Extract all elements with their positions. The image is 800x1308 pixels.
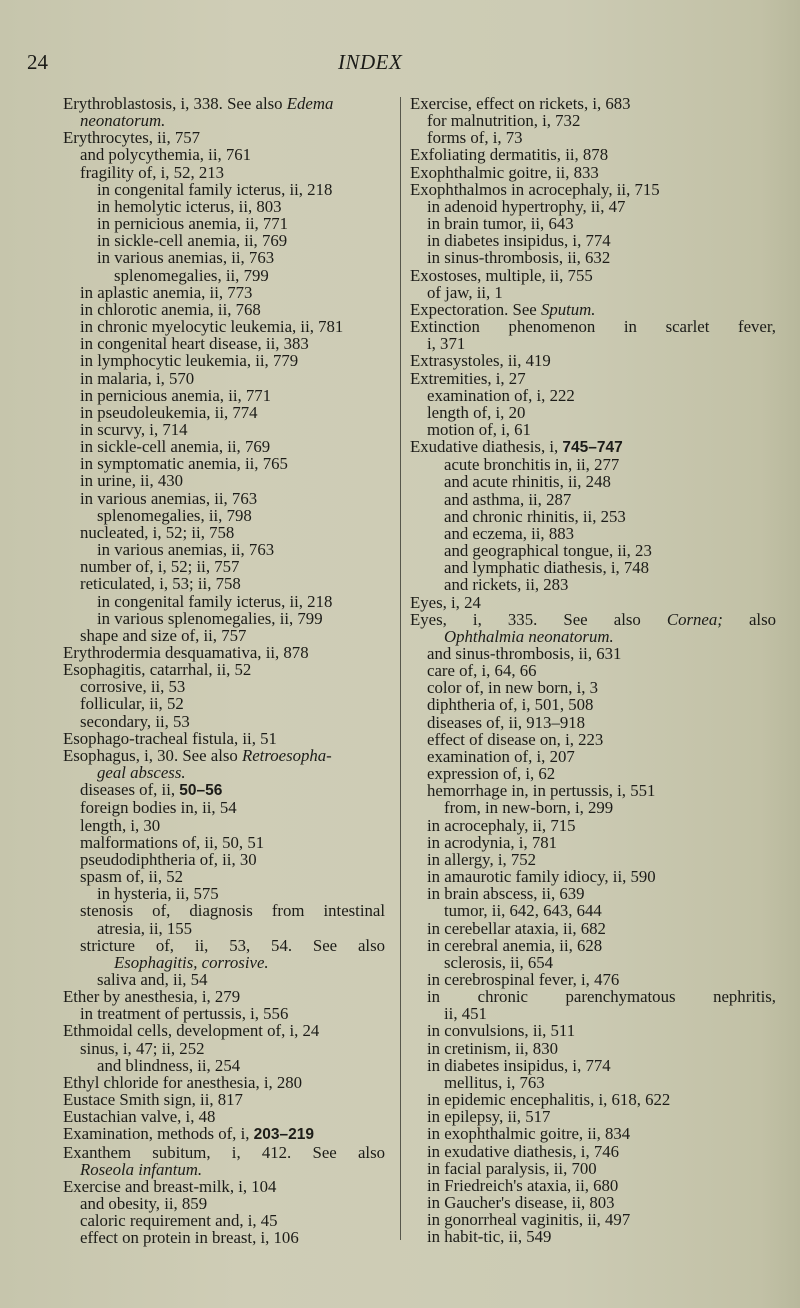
index-subentry (63, 1057, 385, 1074)
index-subentry (63, 834, 385, 851)
entry-text: Ether by anesthesia, i, 279 (63, 987, 241, 1007)
entry-text: and chronic rhinitis, ii, 253 (444, 506, 626, 526)
entry-text: in sickle-cell anemia, ii, 769 (97, 231, 288, 251)
index-entry (63, 988, 385, 1005)
index-subentry (63, 593, 385, 610)
index-subentry (63, 507, 385, 524)
entry-text: in cretinism, ii, 830 (427, 1038, 558, 1058)
index-subentry (410, 473, 776, 490)
entry-text: Expectoration. See (410, 299, 541, 319)
index-subentry (410, 1057, 776, 1074)
index-subentry (410, 1074, 776, 1091)
index-entry (63, 730, 385, 747)
index-entry (63, 1091, 385, 1108)
bold-page-ref: 745–747 (562, 439, 623, 457)
index-subentry (410, 782, 776, 799)
entry-text: in cerebral anemia, ii, 628 (427, 935, 603, 955)
entry-text: Exercise and breast-milk, i, 104 (63, 1176, 277, 1196)
index-entry (410, 611, 776, 628)
index-subentry (63, 575, 385, 592)
index-subentry (410, 1091, 776, 1108)
entry-text: Examination, methods of, i, (63, 1124, 254, 1144)
index-entry (410, 164, 776, 181)
entry-text: foreign bodies in, ii, 54 (80, 798, 237, 818)
entry-text: from, in new-born, i, 299 (444, 798, 614, 818)
index-subentry (410, 885, 776, 902)
index-subentry (410, 834, 776, 851)
index-subentry (63, 267, 385, 284)
index-subentry (410, 335, 776, 352)
index-column-left (63, 95, 385, 1246)
entry-text: in chronic parenchymatous nephritis, (427, 987, 776, 1007)
index-subentry (410, 731, 776, 748)
entry-text: in acrodynia, i, 781 (427, 832, 558, 852)
index-entry (410, 181, 776, 198)
index-subentry (410, 1108, 776, 1125)
index-entry (410, 95, 776, 112)
entry-text: expression of, i, 62 (427, 764, 556, 784)
index-subentry (63, 455, 385, 472)
entry-text: Erythrodermia desquamativa, ii, 878 (63, 643, 309, 662)
index-subentry (410, 1194, 776, 1211)
entry-text: Esophago-tracheal fistula, ii, 51 (63, 728, 277, 748)
index-subentry (63, 678, 385, 695)
entry-text: ii, 451 (444, 1004, 487, 1024)
entry-text: care of, i, 64, 66 (427, 661, 537, 681)
entry-text: in various splenomegalies, ii, 799 (97, 608, 323, 628)
index-column-right (410, 95, 776, 1245)
entry-text: Exophthalmos in acrocephaly, ii, 715 (410, 179, 660, 199)
index-subentry (63, 421, 385, 438)
italic-cross-ref: Retroesopha- (241, 745, 332, 765)
entry-text: motion of, i, 61 (427, 419, 531, 439)
entry-text: stenosis of, diagnosis from intestinal (80, 901, 385, 921)
index-subentry (410, 284, 776, 301)
index-subentry (63, 387, 385, 404)
entry-text: tumor, ii, 642, 643, 644 (444, 901, 602, 921)
entry-text: malformations of, ii, 50, 51 (80, 832, 265, 852)
index-subentry (63, 370, 385, 387)
index-subentry (63, 1195, 385, 1212)
index-subentry (410, 679, 776, 696)
index-subentry (410, 1228, 776, 1245)
entry-text: hemorrhage in, in pertussis, i, 551 (427, 781, 656, 801)
entry-text: length, i, 30 (80, 815, 161, 835)
entry-text: caloric requirement and, i, 45 (80, 1211, 278, 1231)
italic-cross-ref: Cornea; (666, 609, 723, 629)
entry-text: effect on protein in breast, i, 106 (80, 1228, 299, 1248)
entry-text: diseases of, ii, (80, 780, 180, 800)
index-subentry (63, 181, 385, 198)
entry-text: mellitus, i, 763 (444, 1072, 545, 1092)
index-entry (410, 318, 776, 335)
index-subentry (410, 817, 776, 834)
entry-text: in congenital family icterus, ii, 218 (97, 179, 333, 199)
index-subentry (410, 748, 776, 765)
index-subentry (63, 438, 385, 455)
index-entry (63, 644, 385, 661)
entry-text: in pseudoleukemia, ii, 774 (80, 402, 258, 422)
entry-text: for malnutrition, i, 732 (427, 111, 581, 131)
entry-text: in hemolytic icterus, ii, 803 (97, 196, 282, 216)
index-subentry (410, 198, 776, 215)
entry-text: length of, i, 20 (427, 402, 526, 422)
index-subentry (63, 146, 385, 163)
entry-text: corrosive, ii, 53 (80, 677, 186, 697)
entry-text: and obesity, ii, 859 (80, 1194, 208, 1213)
entry-text: reticulated, i, 53; ii, 758 (80, 574, 241, 594)
index-subentry (410, 1211, 776, 1228)
entry-text: in facial paralysis, ii, 700 (427, 1158, 597, 1178)
entry-text: in chlorotic anemia, ii, 768 (80, 299, 261, 319)
entry-text: in pernicious anemia, ii, 771 (97, 214, 289, 234)
entry-text: in epidemic encephalitis, i, 618, 622 (427, 1090, 671, 1110)
entry-text: in brain abscess, ii, 639 (427, 884, 585, 904)
index-subentry (63, 937, 385, 954)
entry-text: in Gaucher's disease, ii, 803 (427, 1193, 615, 1212)
index-subentry (410, 112, 776, 129)
index-subentry (63, 284, 385, 301)
entry-text: fragility of, i, 52, 213 (80, 162, 225, 182)
index-entry (63, 1074, 385, 1091)
index-subentry (410, 1005, 776, 1022)
index-subentry (63, 781, 385, 799)
entry-text: in adenoid hypertrophy, ii, 47 (427, 196, 626, 216)
index-entry (63, 129, 385, 146)
index-subentry (63, 490, 385, 507)
index-subentry (63, 164, 385, 181)
entry-text: Ethmoidal cells, development of, i, 24 (63, 1021, 320, 1041)
entry-text: also (722, 609, 776, 629)
index-entry (63, 1022, 385, 1039)
index-subentry (410, 920, 776, 937)
entry-text: in malaria, i, 570 (80, 368, 195, 388)
entry-text: Esophagus, i, 30. See also (63, 745, 242, 765)
index-subentry (410, 868, 776, 885)
index-subentry (410, 1143, 776, 1160)
entry-text: Extinction phenomenon in scarlet fever, (410, 317, 776, 337)
entry-text: effect of disease on, i, 223 (427, 729, 604, 749)
index-subentry (410, 765, 776, 782)
index-subentry (63, 817, 385, 834)
entry-text: in scurvy, i, 714 (80, 419, 188, 439)
entry-text: Eyes, i, 335. See also (410, 609, 667, 629)
index-entry (410, 594, 776, 611)
index-subentry (63, 971, 385, 988)
entry-text: splenomegalies, ii, 799 (114, 265, 269, 285)
index-subentry (63, 920, 385, 937)
index-subentry (410, 525, 776, 542)
index-subentry (63, 249, 385, 266)
entry-text: saliva and, ii, 54 (97, 969, 208, 989)
index-subentry (63, 541, 385, 558)
entry-text: Extrasystoles, ii, 419 (410, 351, 551, 371)
index-subentry (63, 472, 385, 489)
entry-text: Extremities, i, 27 (410, 368, 526, 388)
index-subentry (63, 1005, 385, 1022)
index-entry (410, 370, 776, 387)
italic-cross-ref: Edema (286, 94, 334, 113)
index-subentry (63, 301, 385, 318)
entry-text: in exudative diathesis, i, 746 (427, 1141, 620, 1161)
entry-text: in pernicious anemia, ii, 771 (80, 385, 272, 405)
italic-cross-ref: Roseola infantum. (80, 1159, 203, 1179)
entry-text: in gonorrheal vaginitis, ii, 497 (427, 1210, 631, 1230)
index-subentry (63, 902, 385, 919)
entry-text: in congenital heart disease, ii, 383 (80, 334, 309, 354)
entry-text: and asthma, ii, 287 (444, 489, 572, 509)
index-entry (410, 352, 776, 369)
entry-text: in cerebrospinal fever, i, 476 (427, 969, 620, 989)
entry-text: Eustace Smith sign, ii, 817 (63, 1090, 243, 1110)
index-entry (63, 1125, 385, 1143)
entry-text: diphtheria of, i, 501, 508 (427, 695, 594, 715)
index-subentry (63, 404, 385, 421)
index-subentry (410, 215, 776, 232)
index-subentry (410, 696, 776, 713)
entry-text: in aplastic anemia, ii, 773 (80, 282, 253, 302)
bold-page-ref: 203–219 (253, 1126, 314, 1144)
index-subentry (63, 352, 385, 369)
index-subentry (63, 868, 385, 885)
entry-text: in Friedreich's ataxia, ii, 680 (427, 1175, 619, 1195)
index-subentry (410, 421, 776, 438)
index-entry (63, 747, 385, 764)
index-subentry (410, 232, 776, 249)
index-subentry (63, 954, 385, 971)
index-subentry (410, 404, 776, 421)
index-subentry (410, 129, 776, 146)
entry-text: forms of, i, 73 (427, 128, 523, 148)
index-subentry (63, 764, 385, 781)
entry-text: in sickle-cell anemia, ii, 769 (80, 437, 271, 457)
entry-text: pseudodiphtheria of, ii, 30 (80, 849, 257, 869)
index-subentry (410, 937, 776, 954)
entry-text: in allergy, i, 752 (427, 849, 537, 869)
index-entry (63, 95, 385, 112)
index-subentry (63, 1229, 385, 1246)
entry-text: in various anemias, ii, 763 (80, 488, 258, 508)
entry-text: Ethyl chloride for anesthesia, i, 280 (63, 1072, 303, 1092)
index-subentry (410, 576, 776, 593)
entry-text: nucleated, i, 52; ii, 758 (80, 522, 235, 542)
index-subentry (63, 112, 385, 129)
entry-text: splenomegalies, ii, 798 (97, 505, 252, 525)
index-subentry (63, 558, 385, 575)
index-subentry (63, 1161, 385, 1178)
index-subentry (63, 335, 385, 352)
entry-text: and geographical tongue, ii, 23 (444, 541, 652, 561)
index-subentry (63, 610, 385, 627)
entry-text: stricture of, ii, 53, 54. See also (80, 935, 385, 955)
index-subentry (63, 851, 385, 868)
entry-text: diseases of, ii, 913–918 (427, 712, 586, 732)
index-subentry (410, 662, 776, 679)
entry-text: Exercise, effect on rickets, i, 683 (410, 94, 631, 113)
italic-cross-ref: geal abscess. (97, 763, 186, 783)
index-subentry (63, 1212, 385, 1229)
entry-text: spasm of, ii, 52 (80, 867, 184, 887)
index-entry (63, 1178, 385, 1195)
index-subentry (410, 559, 776, 576)
index-subentry (410, 508, 776, 525)
index-entry (63, 1144, 385, 1161)
entry-text: Erythroblastosis, i, 338. See also (63, 94, 287, 113)
index-subentry (63, 215, 385, 232)
entry-text: in treatment of pertussis, i, 556 (80, 1004, 289, 1024)
index-subentry (410, 1177, 776, 1194)
entry-text: in acrocephaly, ii, 715 (427, 815, 576, 835)
entry-text: and blindness, ii, 254 (97, 1055, 241, 1075)
entry-text: and eczema, ii, 883 (444, 523, 574, 543)
index-subentry (63, 695, 385, 712)
entry-text: in hysteria, ii, 575 (97, 884, 219, 904)
index-subentry (63, 713, 385, 730)
entry-text: of jaw, ii, 1 (427, 282, 503, 302)
entry-text: acute bronchitis in, ii, 277 (444, 455, 620, 475)
index-subentry (63, 318, 385, 335)
page-number: 24 (27, 50, 48, 74)
entry-text: in lymphocytic leukemia, ii, 779 (80, 351, 299, 371)
index-subentry (410, 799, 776, 816)
entry-text: in habit-tic, ii, 549 (427, 1227, 552, 1247)
italic-cross-ref: Ophthalmia neonatorum. (444, 626, 614, 646)
entry-text: number of, i, 52; ii, 757 (80, 557, 240, 577)
index-subentry (410, 249, 776, 266)
entry-text: Exfoliating dermatitis, ii, 878 (410, 145, 609, 165)
index-subentry (63, 627, 385, 644)
entry-text: in cerebellar ataxia, ii, 682 (427, 918, 606, 938)
index-entry (63, 661, 385, 678)
entry-text: in various anemias, ii, 763 (97, 248, 275, 268)
column-divider (400, 97, 401, 1240)
index-subentry (410, 714, 776, 731)
index-subentry (410, 988, 776, 1005)
entry-text: in diabetes insipidus, i, 774 (427, 231, 611, 251)
index-subentry (63, 885, 385, 902)
entry-text: in brain tumor, ii, 643 (427, 214, 574, 234)
index-entry (410, 267, 776, 284)
index-subentry (410, 1022, 776, 1039)
entry-text: and rickets, ii, 283 (444, 575, 569, 595)
entry-text: follicular, ii, 52 (80, 694, 184, 714)
entry-text: and sinus-thrombosis, ii, 631 (427, 644, 622, 663)
entry-text: in epilepsy, ii, 517 (427, 1107, 551, 1127)
index-subentry (63, 232, 385, 249)
entry-text: and lymphatic diathesis, i, 748 (444, 558, 650, 578)
entry-text: in various anemias, ii, 763 (97, 540, 275, 560)
entry-text: in diabetes insipidus, i, 774 (427, 1055, 611, 1075)
italic-cross-ref: Esophagitis, corrosive. (114, 952, 269, 972)
entry-text: i, 371 (427, 334, 466, 354)
italic-cross-ref: neonatorum. (80, 111, 166, 131)
entry-text: Exophthalmic goitre, ii, 833 (410, 162, 599, 182)
entry-text: and acute rhinitis, ii, 248 (444, 472, 611, 492)
entry-text: Exanthem subitum, i, 412. See also (63, 1142, 385, 1162)
italic-cross-ref: Sputum. (540, 299, 596, 319)
entry-text: in urine, ii, 430 (80, 471, 184, 491)
entry-text: examination of, i, 207 (427, 746, 575, 766)
index-subentry (410, 542, 776, 559)
running-title: INDEX (338, 50, 403, 74)
entry-text: sclerosis, ii, 654 (444, 952, 554, 972)
entry-text: Eustachian valve, i, 48 (63, 1107, 216, 1127)
entry-text: sinus, i, 47; ii, 252 (80, 1038, 205, 1058)
entry-text: Eyes, i, 24 (410, 592, 481, 612)
index-entry (410, 146, 776, 163)
index-subentry (410, 954, 776, 971)
index-subentry (410, 628, 776, 645)
entry-text: Exudative diathesis, i, (410, 437, 563, 457)
entry-text: Esophagitis, catarrhal, ii, 52 (63, 660, 252, 680)
entry-text: Exostoses, multiple, ii, 755 (410, 265, 593, 285)
entry-text: Erythrocytes, ii, 757 (63, 128, 201, 148)
index-subentry (63, 198, 385, 215)
index-entry (410, 438, 776, 456)
entry-text: in symptomatic anemia, ii, 765 (80, 454, 288, 474)
index-subentry (410, 491, 776, 508)
index-subentry (410, 1125, 776, 1142)
index-subentry (410, 1040, 776, 1057)
entry-text: in chronic myelocytic leukemia, ii, 781 (80, 317, 344, 337)
index-subentry (410, 456, 776, 473)
index-subentry (410, 902, 776, 919)
index-subentry (410, 851, 776, 868)
entry-text: in exophthalmic goitre, ii, 834 (427, 1124, 631, 1144)
entry-text: shape and size of, ii, 757 (80, 625, 247, 645)
index-subentry (63, 524, 385, 541)
index-subentry (410, 971, 776, 988)
entry-text: in sinus-thrombosis, ii, 632 (427, 248, 611, 268)
index-subentry (63, 799, 385, 816)
entry-text: in convulsions, ii, 511 (427, 1021, 576, 1041)
entry-text: in congenital family icterus, ii, 218 (97, 591, 333, 611)
index-entry (63, 1108, 385, 1125)
entry-text: color of, in new born, i, 3 (427, 678, 599, 698)
index-subentry (410, 1160, 776, 1177)
entry-text: secondary, ii, 53 (80, 711, 190, 731)
bold-page-ref: 50–56 (179, 782, 223, 800)
entry-text: atresia, ii, 155 (97, 918, 193, 938)
index-entry (410, 301, 776, 318)
index-subentry (63, 1040, 385, 1057)
entry-text: and polycythemia, ii, 761 (80, 145, 252, 165)
index-subentry (410, 645, 776, 662)
entry-text: examination of, i, 222 (427, 385, 575, 405)
entry-text: in amaurotic family idiocy, ii, 590 (427, 867, 656, 887)
index-subentry (410, 387, 776, 404)
